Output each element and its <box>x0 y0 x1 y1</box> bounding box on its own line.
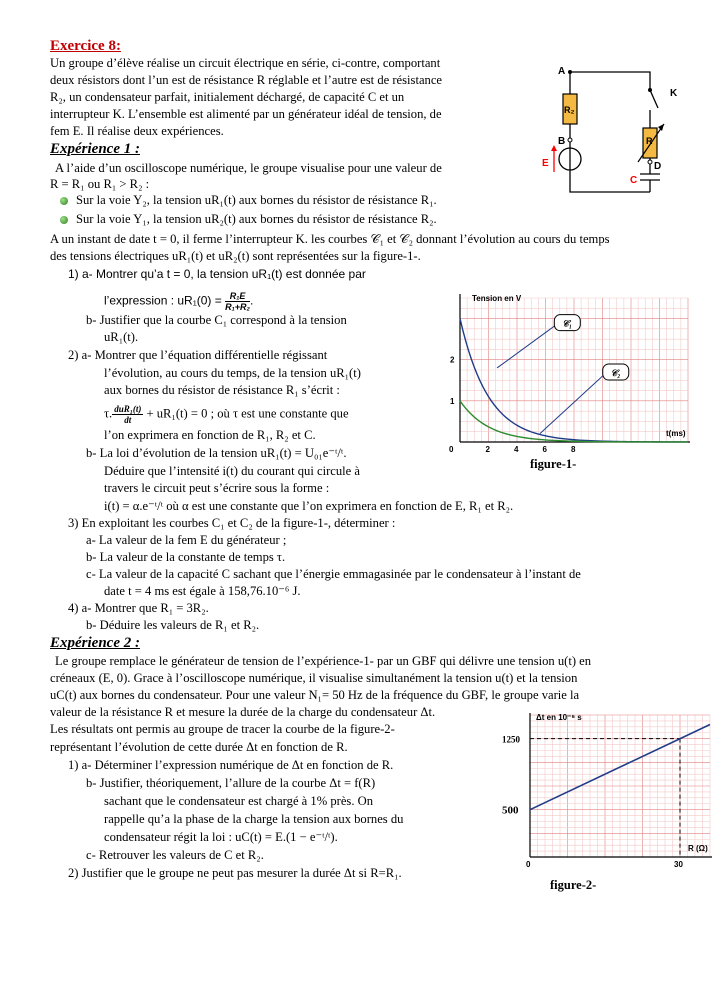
q2a-line-3: aux bornes du résistor de résistance R₁ s’écrit : <box>104 383 340 397</box>
figure-1-chart <box>446 290 692 454</box>
q2a-line-1: 2) a- Montrer que l’équation différentielle régissant <box>68 348 328 362</box>
exp2-q1-line-2: b- Justifier, théoriquement, l’allure de la courbe Δt = f(R) <box>86 776 376 790</box>
q2a-eq-pre: τ. <box>104 406 113 421</box>
q1b-line-2: uR₁(t). <box>104 330 139 344</box>
q2b-line-1: b- La loi d’évolution de la tension uR₁(t) = U₀₁e⁻ᵗ/ᵗ. <box>86 446 347 460</box>
figure-1-caption: figure-1- <box>530 457 577 471</box>
intro-line-5: fem E. Il réalise deux expériences. <box>50 124 224 138</box>
figure-2-caption: figure-2- <box>550 878 597 892</box>
y-tick-label: 1250 <box>502 734 520 745</box>
q3-line-2: a- La valeur de la fem E du générateur ; <box>86 533 287 547</box>
q1a-expression: l’expression : uR₁(0) = <box>104 293 222 308</box>
q4-line-2: b- Déduire les valeurs de R₁ et R₂. <box>86 618 260 632</box>
exp2-q1-line-3: sachant que le condensateur est chargé à 1% près. On <box>104 794 374 808</box>
exp2-line-4: valeur de la résistance R et mesure la durée de la charge du condensateur Δt. <box>50 705 436 719</box>
exp1-bullet-1: Sur la voie Y₂, la tension uR₁(t) aux bornes du résistor de résistance R₁. <box>76 193 437 207</box>
exp2-q1-line-6: c- Retrouver les valeurs de C et R₂. <box>86 848 264 862</box>
exp2-q1-line-1: 1) a- Déterminer l’expression numérique de Δt en fonction de R. <box>68 758 394 772</box>
exp2-line-6: représentant l’évolution de cette durée Δt en fonction de R. <box>50 740 348 754</box>
label-c: C <box>630 175 638 186</box>
intro-line-3: R₂, un condensateur parfait, initialement déchargé, de capacité C et un <box>50 90 405 104</box>
x-tick-label: 6 <box>542 445 547 454</box>
q3-line-3: b- La valeur de la constante de temps τ. <box>86 550 286 564</box>
q2a-denominator: dt <box>124 415 132 425</box>
q3-line-4: c- La valeur de la capacité C sachant que l’énergie emmagasinée par le condensateur à l’instant de <box>86 567 581 581</box>
y-tick-label: 500 <box>502 804 519 817</box>
exp1-bullet-2: Sur la voie Y₁, la tension uR₂(t) aux bornes du résistor de résistance R₂. <box>76 212 437 226</box>
q1a-line-1: 1) a- Montrer qu’a t = 0, la tension uR₁(t) est donnée par <box>68 267 366 281</box>
exp2-q2: 2) Justifier que le groupe ne peut pas mesurer la durée Δt si R=R₁. <box>68 866 402 880</box>
x-axis-label: R (Ω) <box>688 844 708 853</box>
q3-line-1: 3) En exploitant les courbes C₁ et C₂ de la figure-1-, déterminer : <box>68 516 396 530</box>
intro-line-2: deux résistors dont l’un est de résistance R réglable et l’autre est de résistance <box>50 73 443 87</box>
exp2-line-5: Les résultats ont permis au groupe de tracer la courbe de la figure-2- <box>50 722 395 736</box>
intro-line-4: interrupteur K. L’ensemble est alimenté par un générateur idéal de tension, de <box>50 107 442 121</box>
q1a-numerator: R₁E <box>225 291 250 302</box>
q2a-line-2: l’évolution, au cours du temps, de la tension uR₁(t) <box>104 366 361 380</box>
exp1-heading: Expérience 1 : <box>50 141 140 157</box>
q1a-denominator: R₁+R₂ <box>225 302 250 312</box>
label-r2: R₂ <box>564 105 575 115</box>
x-axis-label: t(ms) <box>666 429 686 438</box>
circuit-diagram <box>528 62 698 202</box>
q4-line-1: 4) a- Montrer que R₁ = 3R₂. <box>68 601 209 615</box>
q2a-line-4: l’on exprimera en fonction de R₁, R₂ et C. <box>104 428 316 442</box>
node-k <box>648 88 652 92</box>
exercise-title: Exercice 8: <box>50 38 121 54</box>
bullet-icon <box>60 197 68 205</box>
q2a-equation <box>104 404 349 425</box>
annotation-label-1: 𝒞₁ <box>562 318 573 329</box>
x-tick-label: 4 <box>514 445 519 454</box>
q1a-fraction <box>225 291 250 312</box>
exp2-q1-line-4: rappelle qu’a la phase de la charge la tension aux bornes du <box>104 812 404 826</box>
annotation-label-2: 𝒞₂ <box>610 368 621 379</box>
exp2-line-2: créneaux (E, 0). Grace à l’oscilloscope numérique, il visualise simultanément la tension u(t) et la tension <box>50 671 578 685</box>
exp2-line-3: uC(t) aux bornes du condensateur. Pour une valeur N₁= 50 Hz de la fréquence du GBF, le groupe varie la <box>50 688 580 702</box>
label-b: B <box>558 136 566 147</box>
q3-line-5: date t = 4 ms est égale à 158,76.10⁻⁶ J. <box>104 584 301 598</box>
exp1-after-1: A un instant de date t = 0, il ferme l’interrupteur K. les courbes 𝒞₁ et 𝒞₂ donnant l’évolution au cours du temps <box>50 232 610 246</box>
label-e: E <box>542 158 549 169</box>
label-r: R <box>646 136 653 146</box>
exp2-q1-line-5: condensateur régit la loi : uC(t) = E.(1 − e⁻ᵗ/ᵗ). <box>104 830 338 844</box>
annotation-leader-2 <box>540 374 605 434</box>
y-tick-label: 1 <box>450 396 455 406</box>
x-tick-label: 30 <box>674 860 683 869</box>
q1b-line-1: b- Justifier que la courbe C₁ correspond à la tension <box>86 313 347 327</box>
bullet-icon <box>60 216 68 224</box>
exp1-line-2: R = R₁ ou R₁ > R₂ : <box>50 177 150 191</box>
q2a-fraction <box>112 404 143 425</box>
label-k: K <box>670 88 678 99</box>
annotation-leader-1 <box>497 325 556 368</box>
q2b-line-3: travers le circuit peut s’écrire sous la forme : <box>104 481 330 495</box>
exp1-line-1: A l’aide d’un oscilloscope numérique, le groupe visualise pour une valeur de <box>55 161 442 175</box>
exp1-after-2: des tensions électriques uR₁(t) et uR₂(t) sont représentées sur la figure-1-. <box>50 249 421 263</box>
x-tick-label: 0 <box>526 860 531 869</box>
intro-line-1: Un groupe d’élève réalise un circuit électrique en série, ci-contre, comportant <box>50 56 441 70</box>
x-tick-label: 0 <box>449 445 454 454</box>
y-tick-label: 2 <box>450 355 455 365</box>
q2b-line-2: Déduire que l’intensité i(t) du courant qui circule à <box>104 464 360 478</box>
exp2-line-1: Le groupe remplace le générateur de tension de l’expérience-1- par un GBF qui délivre une tension u(t) en <box>55 654 592 668</box>
node-b <box>568 138 572 142</box>
q1a-line-2: l’expression : uR₁(0) = $\frac{\text{R₁E}}{\text{R₁+R₂}}$ . <box>104 291 254 312</box>
x-tick-label: 8 <box>571 445 576 454</box>
figure-2-chart <box>500 707 714 873</box>
node-a <box>568 70 572 74</box>
q2b-line-4: i(t) = α.e⁻ᵗ/ᵗ où α est une constante que l’on exprimera en fonction de E, R₁ et R₂. <box>104 499 514 513</box>
label-a: A <box>558 66 566 77</box>
label-d: D <box>654 161 662 172</box>
node-d <box>648 160 652 164</box>
y-axis-label: Δt en 10⁻⁶ s <box>536 713 582 722</box>
x-tick-label: 2 <box>485 445 490 454</box>
q2a-numerator: duR₁(t) <box>114 404 142 414</box>
exp2-heading: Expérience 2 : <box>50 635 140 651</box>
y-axis-label: Tension en V <box>472 294 522 303</box>
q2a-eq-post: + uR₁(t) = 0 ; où τ est une constante que <box>143 406 349 421</box>
